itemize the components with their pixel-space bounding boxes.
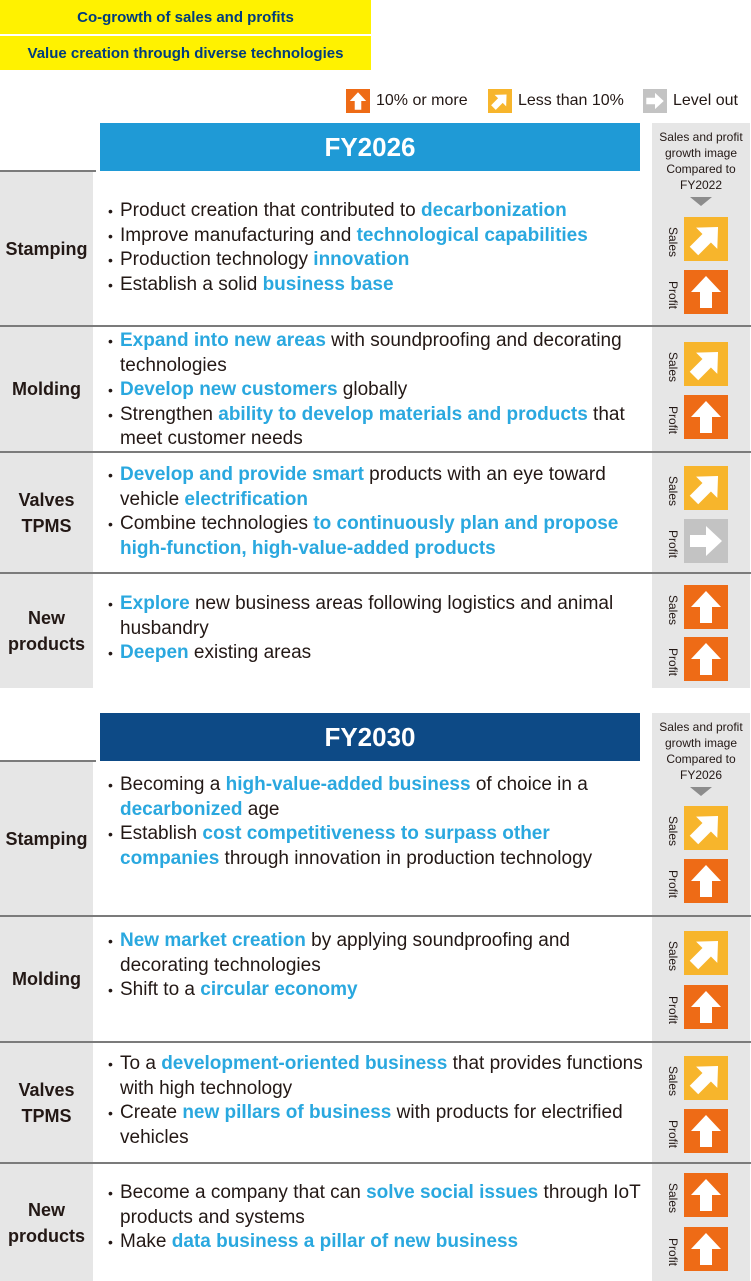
highlight-text: decarbonization <box>421 200 567 221</box>
row-label-valves-tpms <box>0 453 93 572</box>
row-label-text: Molding <box>12 379 81 399</box>
highlight-text: ability to develop materials and products <box>218 403 588 425</box>
down-triangle-icon <box>690 197 712 206</box>
highlight-text: decarbonized <box>120 798 243 820</box>
bullet-text: Shift to a <box>120 979 201 1000</box>
row-label-text: TPMS <box>21 1105 72 1126</box>
highlight-text: circular economy <box>200 979 358 1000</box>
row-label-text: Valves <box>18 1079 75 1100</box>
bullet-text: new business areas following logistics and animal husbandry <box>120 593 614 639</box>
bullet-text: through innovation in production technology <box>219 847 593 869</box>
highlight-text: high-value-added business <box>225 774 471 795</box>
row-label-text: TPMS <box>21 515 72 536</box>
row-label-stamping <box>0 172 93 325</box>
profit-indicator-orange-up-arrow-icon <box>684 1109 728 1153</box>
row-label-text: products <box>7 1225 85 1246</box>
bullet-text: globally <box>337 379 408 400</box>
growth-header-line: growth image <box>664 736 738 750</box>
bullet-text: Make <box>120 1231 172 1252</box>
sales-label: Sales <box>666 1182 680 1214</box>
bullet-item <box>108 641 648 666</box>
row-content <box>108 773 648 871</box>
row-label-text: Valves <box>18 489 75 510</box>
sales-label: Sales <box>666 815 680 847</box>
profit-indicator-orange-up-arrow-icon <box>684 270 728 314</box>
bullet-text: that provides functions with high technology <box>120 1053 643 1099</box>
highlight-text: development-oriented business <box>161 1053 448 1074</box>
sales-indicator-yellow-diagonal-arrow-icon <box>684 217 728 261</box>
fy2030-header: FY2030 <box>100 713 640 761</box>
bullet-item <box>108 273 648 298</box>
bullet-item <box>108 592 648 641</box>
row-label-molding <box>0 917 93 1041</box>
bullet-item <box>108 224 648 249</box>
row-separator <box>0 1041 751 1043</box>
sales-label: Sales <box>666 1065 680 1097</box>
legend-diagonal-label: Less than 10% <box>518 92 624 109</box>
row-content <box>108 929 648 1003</box>
gray-right-arrow-icon <box>643 89 667 113</box>
highlight-text: Develop and provide smart <box>120 464 364 485</box>
bullet-item <box>108 1101 648 1150</box>
bullet-item <box>108 1181 648 1230</box>
highlight-text: new pillars of business <box>182 1102 392 1123</box>
tag-value-creation: Value creation through diverse technologies <box>0 36 371 70</box>
profit-label: Profit <box>666 869 680 899</box>
bullet-text: Establish a solid <box>120 273 263 295</box>
bullet-text: Establish <box>120 823 203 844</box>
bullet-item <box>108 1230 648 1255</box>
row-content <box>108 329 648 452</box>
growth-header-line: growth image <box>664 146 738 160</box>
row-content <box>108 199 648 297</box>
bullet-text: through IoT products and systems <box>120 1182 641 1228</box>
bullet-text: age <box>242 798 280 820</box>
row-content <box>108 592 648 666</box>
bullet-text: Combine technologies <box>120 513 314 534</box>
bullet-item <box>108 378 648 403</box>
fy2026-header: FY2026 <box>100 123 640 171</box>
highlight-text: innovation <box>313 249 410 270</box>
highlight-text: Develop new customers <box>120 379 338 400</box>
down-triangle-icon <box>690 787 712 796</box>
bullet-item <box>108 929 648 978</box>
profit-indicator-orange-up-arrow-icon <box>684 859 728 903</box>
bullet-item <box>108 978 648 1003</box>
profit-label: Profit <box>666 405 680 435</box>
growth-header-line: Compared to <box>666 162 736 176</box>
profit-indicator-orange-up-arrow-icon <box>684 985 728 1029</box>
bullet-text: Strengthen <box>120 403 219 425</box>
bullet-text: with products for electrified vehicles <box>120 1102 623 1148</box>
row-separator <box>0 915 751 917</box>
profit-label: Profit <box>666 280 680 310</box>
highlight-text: Deepen <box>120 642 189 663</box>
bullet-text: Becoming a <box>120 774 226 795</box>
orange-up-arrow-icon <box>346 89 370 113</box>
growth-header-line: Sales and profit <box>659 720 743 734</box>
bullet-item <box>108 512 648 561</box>
profit-indicator-orange-up-arrow-icon <box>684 1227 728 1271</box>
profit-label: Profit <box>666 995 680 1025</box>
yellow-diagonal-arrow-icon <box>488 89 512 113</box>
growth-header-line: FY2026 <box>679 768 723 782</box>
sales-indicator-yellow-diagonal-arrow-icon <box>684 1056 728 1100</box>
sales-label: Sales <box>666 475 680 507</box>
bullet-text: that meet customer needs <box>120 403 625 449</box>
legend-up <box>346 89 468 113</box>
profit-label: Profit <box>666 529 680 559</box>
row-separator <box>0 325 751 327</box>
row-label-stamping <box>0 762 93 915</box>
legend-flat-label: Level out <box>673 92 738 109</box>
bullet-text: existing areas <box>188 642 312 663</box>
bullet-text: Product creation that contributed to <box>120 200 422 221</box>
highlight-text: New market creation <box>120 930 306 951</box>
sales-indicator-yellow-diagonal-arrow-icon <box>684 466 728 510</box>
growth-header-line: Compared to <box>666 752 736 766</box>
highlight-text: business base <box>262 273 394 295</box>
highlight-text: to continuously plan and propose high-function, high-value-added products <box>120 513 619 559</box>
row-label-new-products <box>0 574 93 688</box>
row-content <box>108 1052 648 1150</box>
row-content <box>108 1181 648 1255</box>
row-label-text: Molding <box>12 969 81 989</box>
legend-up-label: 10% or more <box>376 92 468 109</box>
row-label-molding <box>0 327 93 451</box>
bullet-item <box>108 199 648 224</box>
legend-diagonal <box>488 89 624 113</box>
highlight-text: cost competitiveness to surpass other companies <box>120 823 550 869</box>
bullet-text: Production technology <box>120 249 314 270</box>
profit-indicator-orange-up-arrow-icon <box>684 637 728 681</box>
row-separator <box>0 1162 751 1164</box>
fy2026-growth-header <box>652 123 750 213</box>
highlight-text: electrification <box>184 488 308 510</box>
bullet-text: products with an eye toward vehicle <box>120 464 606 510</box>
highlight-text: Explore <box>120 593 190 614</box>
row-label-new-products <box>0 1164 93 1281</box>
bullet-text: of choice in a <box>470 774 588 795</box>
bullet-item <box>108 1052 648 1101</box>
tag-co-growth: Co-growth of sales and profits <box>0 0 371 34</box>
bullet-item <box>108 403 648 452</box>
bullet-text: Create <box>120 1102 183 1123</box>
bullet-item <box>108 773 648 822</box>
bullet-text: Improve manufacturing and <box>120 224 357 246</box>
row-label-text: New <box>27 608 65 628</box>
profit-label: Profit <box>666 647 680 677</box>
row-label-text: products <box>7 634 85 654</box>
row-label-text: Stamping <box>5 238 88 259</box>
bullet-text: with soundproofing and decorating technologies <box>120 330 622 376</box>
row-label-text: New <box>27 1199 65 1220</box>
profit-indicator-gray-right-arrow-icon <box>684 519 728 563</box>
row-separator <box>0 451 751 453</box>
profit-indicator-orange-up-arrow-icon <box>684 395 728 439</box>
growth-header-line: Sales and profit <box>659 130 743 144</box>
legend-flat <box>643 89 738 113</box>
sales-label: Sales <box>666 594 680 626</box>
bullet-item <box>108 329 648 378</box>
row-separator <box>0 572 751 574</box>
sales-label: Sales <box>666 940 680 972</box>
sales-indicator-yellow-diagonal-arrow-icon <box>684 342 728 386</box>
sales-label: Sales <box>666 226 680 258</box>
bullet-text: Become a company that can <box>120 1182 367 1203</box>
highlight-text: solve social issues <box>366 1182 539 1203</box>
sales-indicator-yellow-diagonal-arrow-icon <box>684 931 728 975</box>
row-label-text: Stamping <box>5 828 88 849</box>
row-label-valves-tpms <box>0 1043 93 1162</box>
bullet-text: by applying soundproofing and decorating technologies <box>120 930 570 976</box>
bullet-text: To a <box>120 1053 162 1074</box>
fy2030-growth-header <box>652 713 750 803</box>
profit-label: Profit <box>666 1237 680 1267</box>
highlight-text: Expand into new areas <box>120 330 326 351</box>
highlight-text: data business a pillar of new business <box>171 1231 519 1252</box>
bullet-item <box>108 463 648 512</box>
sales-indicator-orange-up-arrow-icon <box>684 585 728 629</box>
bullet-item <box>108 822 648 871</box>
sales-indicator-orange-up-arrow-icon <box>684 1173 728 1217</box>
bullet-item <box>108 248 648 273</box>
sales-indicator-yellow-diagonal-arrow-icon <box>684 806 728 850</box>
row-content <box>108 463 648 561</box>
sales-label: Sales <box>666 351 680 383</box>
profit-label: Profit <box>666 1119 680 1149</box>
growth-header-line: FY2022 <box>679 178 723 192</box>
highlight-text: technological capabilities <box>356 224 588 246</box>
